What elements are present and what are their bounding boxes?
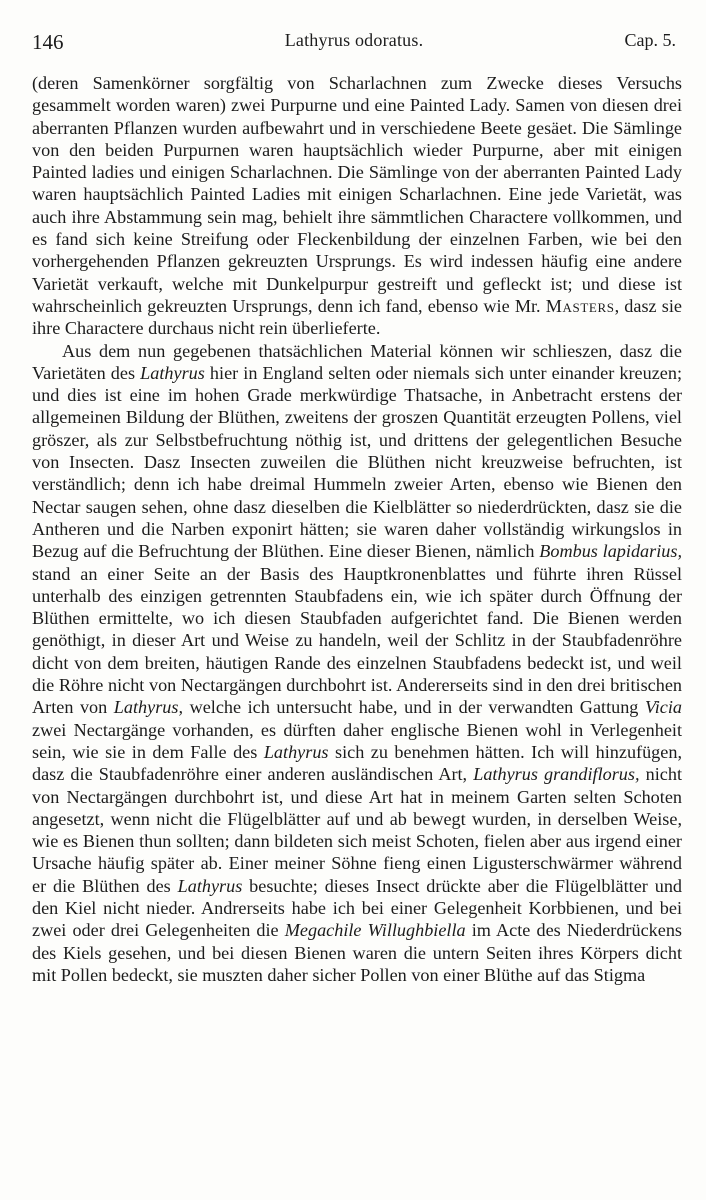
paragraph-2-text-9: im Acte des Niederdrückens des Kiels gesehen, und bei diesen Bienen waren die untern Seiten ihres Körpers dicht mit Pollen bedeckt, sie muszten daher sicher Pollen von einer Blüthe auf das Stigma [32, 920, 682, 985]
paragraph-2-text-1: Aus dem nun gegebenen thatsächlichen Material können wir schlieszen, dasz die Varietäten des [32, 340, 682, 383]
paragraph-2-text-2: hier in England selten oder niemals sich unter einander kreuzen; und dies ist eine im hohen Grade merkwürdige Thatsache, in Anbetracht erstens der allgemeinen Bildung der Blüthen, zweitens der groszen Quantität erzeugten Pollens, viel gröszer, als zur Selbstbefruchtung nöthig ist, und drittens der gelegentlichen Besuche von Insecten. Dasz Insecten zuweilen die Blüthen nicht kreuzweise befruchten, ist verständlich; denn ich habe dreimal Hummeln zweier Arten, ebenso wie Bienen den Nectar saugen sehen, ohne dasz dieselben die Kielblätter so niederdrückten, dasz sie die Antheren und die Narben exponirt hätten; sie waren daher vollständig wirkungslos in Bezug auf die Befruchtung der Blüthen. Eine dieser Bienen, nämlich [32, 362, 682, 562]
paragraph-1-text-b: , dasz sie ihre Charactere durchaus nicht rein überlieferte. [32, 295, 682, 339]
paragraph-2-text-4: welche ich untersucht habe, und in der verwandten Gattung [183, 697, 645, 718]
paragraph-2 [32, 340, 682, 987]
paragraph-2-text-6: sich zu benehmen hätten. Ich will hinzufügen, dasz die Staubfadenröhre einer anderen ausländischen Art, [32, 741, 682, 785]
species-name: Lathyrus [263, 741, 329, 762]
species-name: Lathyrus, [113, 697, 184, 718]
species-name: Vicia [644, 697, 682, 718]
page-body [32, 72, 682, 986]
running-title: Lathyrus odoratus. [284, 30, 424, 50]
paragraph-1 [32, 72, 682, 340]
species-name: Bombus lapidarius, [539, 541, 682, 562]
paragraph-1-text-a: (deren Samenkörner sorgfältig von Scharlachnen zum Zwecke dieses Versuchs gesammelt worden waren) zwei Purpurne und eine Painted Lady. Samen von diesen drei aberranten Pflanzen wurden aufbewahrt und in verschiedene Beete gesäet. Die Sämlinge von den beiden Purpurnen waren hauptsächlich wieder Purpurne, aber mit einigen Painted ladies und einigen Scharlachnen. Die Sämlinge von der aberranten Painted Lady waren hauptsächlich Painted Ladies mit einigen Scharlachnen. Eine jede Varietät, was auch ihre Abstammung sein mag, behielt ihre sämmtlichen Charactere vollkommen, und es fand sich keine Streifung oder Fleckenbildung der einzelnen Farben, wie bei den vorhergehenden Pflanzen gekreuzten Ursprungs. Es wird indessen häufig eine andere Varietät verkauft, welche mit Dunkelpurpur gestreift und gefleckt ist; und diese ist wahrscheinlich gekreuzten Ursprungs, denn ich fand, ebenso wie Mr. [32, 73, 682, 316]
species-name: Lathyrus grandiflorus, [473, 764, 640, 785]
species-name: Lathyrus [177, 875, 243, 896]
page-number: 146 [32, 30, 64, 54]
paragraph-2-text-5: zwei Nectargänge vorhanden, es dürften daher englische Bienen wohl in Verlegenheit sein, wie sie in dem Falle des [32, 719, 682, 762]
chapter-label: Cap. 5. [624, 30, 676, 50]
paragraph-2-text-8: besuchte; dieses Insect drückte aber die Flügelblätter und den Kiel nicht nieder. Andrerseits habe ich bei einer Gelegenheit Korbbienen, und bei zwei oder drei Gelegenheiten die [32, 875, 683, 941]
running-header [32, 26, 676, 56]
author-name-masters: Masters [545, 295, 615, 316]
species-name: Lathyrus [140, 362, 205, 383]
species-name: Megachile Willughbiella [284, 920, 466, 941]
paragraph-2-text-3: stand an einer Seite an der Basis des Hauptkronenblattes und führte ihren Rüssel unterhalb des einzigen getrennten Staubfadens ein, wie ich später durch Öffnung der Blüthen ermittelte, wo ich diesen Staubfaden aufgerichtet fand. Die Bienen werden genöthigt, in dieser Art und Weise zu handeln, weil der Schlitz in der Staubfadenröhre dicht von dem breiten, häutigen Rande des einzelnen Staubfadens bedeckt ist, und weil die Röhre nicht von Nectargängen durchbohrt ist. Andererseits sind in den drei britischen Arten von [32, 563, 682, 718]
paragraph-2-text-7: nicht von Nectargängen durchbohrt ist, und diese Art hat in meinem Garten selten Schoten angesetzt, wenn nicht die Flügelblätter auf und ab bewegt wurden, in derselben Weise, wie es Bienen thun sollten; dann bildeten sich meist Schoten, fielen aber aus irgend einer Ursache häufig später ab. Einer meiner Söhne fieng einen Ligusterschwärmer während er die Blüthen des [32, 764, 682, 896]
